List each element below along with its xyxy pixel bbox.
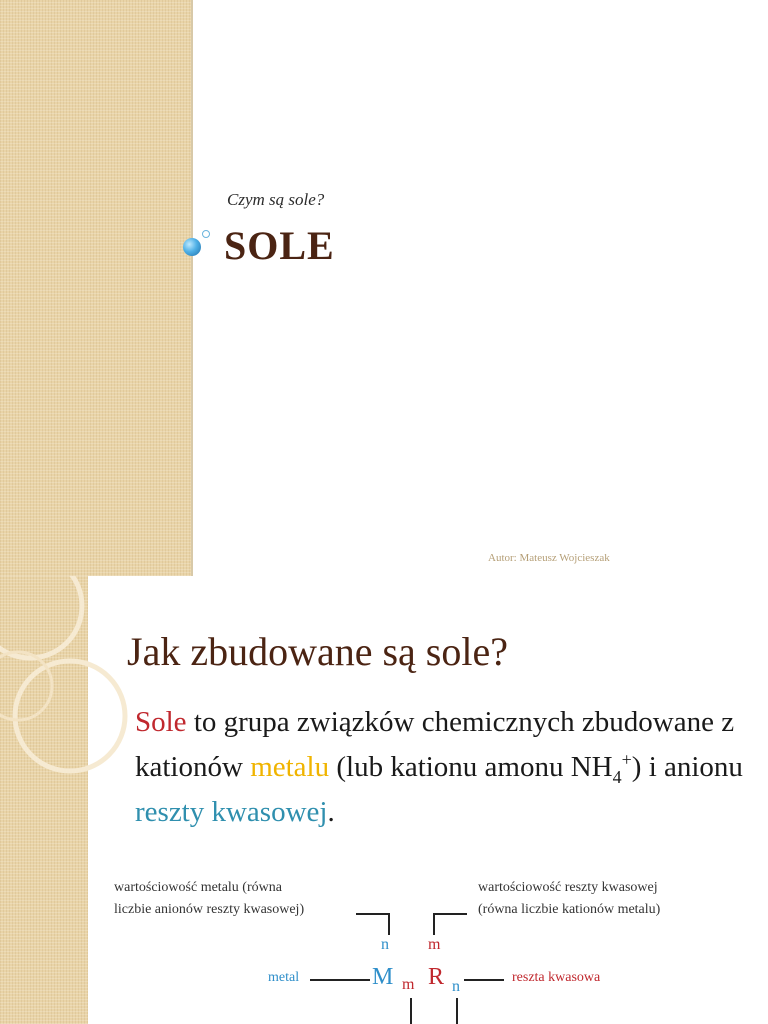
subscript-m: m: [402, 976, 415, 993]
term-metalu: metalu: [250, 751, 330, 783]
text-part-3: ) i anionu: [631, 751, 743, 783]
symbol-R: R: [428, 964, 445, 990]
connector-left-vertical: [388, 913, 390, 935]
metal-valence-label-line-1: wartościowość metalu (równa: [114, 880, 282, 895]
valence-m-top: m: [428, 936, 441, 953]
connector-right-horizontal: [433, 913, 467, 915]
valence-n-top: n: [381, 936, 389, 953]
subscript-4: 4: [612, 766, 622, 787]
metal-label: metal: [268, 970, 300, 985]
connector-bottom-right: [456, 998, 458, 1024]
text-part-2: (lub kationu amonu NH: [329, 751, 613, 783]
salt-formula-diagram: [100, 872, 760, 1024]
author-credit: Autor: Mateusz Wojcieszak: [488, 552, 610, 564]
text-part-1: to grupa związków chemicznych zbudowane z kationów: [135, 706, 735, 783]
side-divider: [191, 0, 193, 576]
term-sole: Sole: [135, 706, 187, 738]
superscript-plus: +: [621, 749, 632, 770]
metal-pointer-line: [310, 979, 370, 981]
term-reszty-kwasowej: reszty kwasowej: [135, 796, 328, 828]
connector-left-horizontal: [356, 913, 388, 915]
decorative-side-panel: [0, 0, 191, 576]
bullet-orb-icon: [183, 238, 201, 256]
small-ring-icon: [202, 230, 210, 238]
text-part-4: .: [327, 796, 335, 828]
connector-right-vertical: [433, 913, 435, 935]
slide-2-title: Jak zbudowane są sole?: [127, 629, 508, 674]
connector-bottom-left: [410, 998, 412, 1024]
symbol-M: M: [372, 964, 394, 990]
acid-residue-valence-label-line-1: wartościowość reszty kwasowej: [478, 880, 658, 895]
metal-valence-label-line-2: liczbie anionów reszty kwasowej): [114, 902, 305, 917]
definition-paragraph: [135, 700, 755, 835]
slide-1-title: SOLE: [224, 223, 335, 268]
slide-2: [0, 576, 768, 1024]
acid-residue-label: reszta kwasowa: [512, 970, 601, 985]
subscript-n: n: [452, 978, 460, 995]
residue-pointer-line: [464, 979, 504, 981]
acid-residue-valence-label-line-2: (równa liczbie kationów metalu): [478, 902, 661, 917]
slide-1-subtitle: Czym są sole?: [227, 190, 325, 209]
